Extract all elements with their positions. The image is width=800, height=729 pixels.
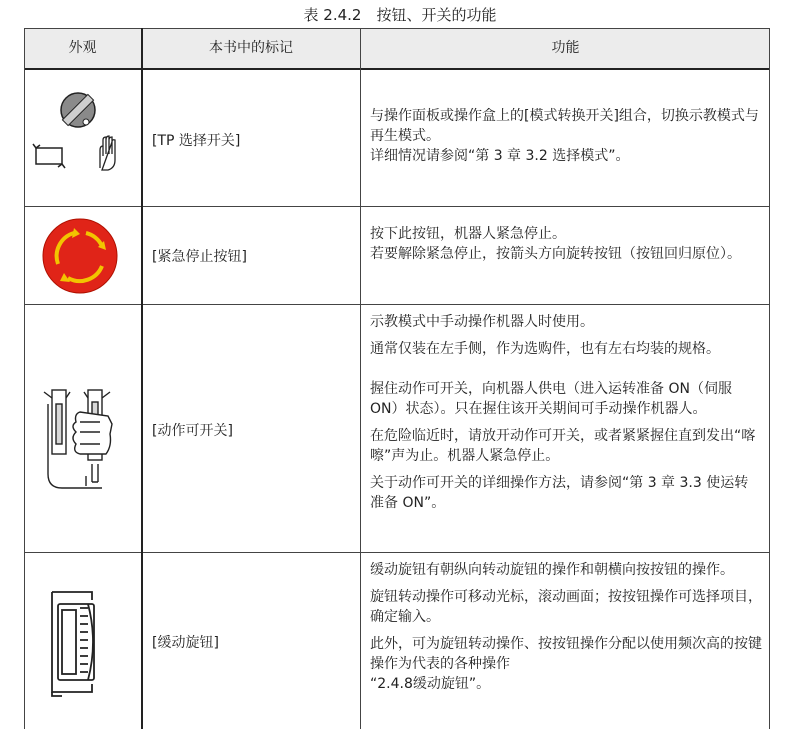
function-jog-dial	[370, 560, 762, 694]
table-left-border	[24, 28, 25, 729]
function-paragraph: 若要解除紧急停止，按箭头方向旋转按钮（按钮回归原位）。	[370, 246, 741, 262]
column-divider	[141, 28, 143, 729]
header-marking: 本书中的标记	[142, 28, 360, 68]
function-paragraph: 与操作面板或操作盒上的[模式转换开关]组合，切换示教模式与再生模式。	[370, 108, 759, 144]
column-divider	[360, 28, 361, 729]
function-paragraph: “2.4.8缓动旋钮”。	[370, 676, 491, 692]
function-paragraph: 旋钮转动操作可移动光标，滚动画面；按按钮操作可选择项目，确定输入。	[370, 589, 762, 625]
function-paragraph: 在危险临近时，请放开动作可开关，或者紧紧握住直到发出“喀嚓”声为止。机器人紧急停止。	[370, 428, 756, 464]
table-caption: 表 2.4.2 按钮、开关的功能	[303, 6, 497, 24]
marking-tp-selector: [TP 选择开关]	[152, 133, 241, 149]
table-right-border	[769, 28, 770, 729]
row-divider	[24, 552, 770, 553]
function-emergency-stop	[370, 224, 762, 264]
jog-dial-icon	[48, 588, 108, 702]
function-paragraph: 此外，可为旋钮转动操作、按按钮操作分配以使用频次高的按键操作为代表的各种操作	[370, 636, 762, 672]
function-tp-selector	[370, 106, 762, 166]
marking-enable-switch: [动作可开关]	[152, 423, 233, 439]
marking-jog-dial: [缓动旋钮]	[152, 635, 219, 651]
function-enable-switch	[370, 312, 762, 513]
function-paragraph: 通常仅装在左手侧，作为选购件，也有左右均装的规格。	[370, 341, 720, 357]
tp-selector-switch-icon	[28, 84, 128, 178]
table-top-border	[24, 28, 770, 29]
function-paragraph: 缓动旋钮有朝纵向转动旋钮的操作和朝横向按按钮的操作。	[370, 562, 734, 578]
row-divider	[24, 304, 770, 305]
emergency-stop-button-icon	[38, 216, 122, 300]
header-bottom-border	[24, 68, 770, 70]
marking-emergency-stop: [紧急停止按钮]	[152, 249, 247, 265]
function-table	[24, 28, 770, 729]
function-paragraph: 关于动作可开关的详细操作方法，请参阅“第 3 章 3.3 使运转准备 ON”。	[370, 475, 749, 511]
header-appearance: 外观	[24, 28, 141, 68]
function-paragraph: 按下此按钮，机器人紧急停止。	[370, 226, 566, 242]
enable-switch-icon	[40, 384, 130, 498]
function-paragraph: 示教模式中手动操作机器人时使用。	[370, 314, 594, 330]
function-paragraph: 详细情况请参阅“第 3 章 3.2 选择模式”。	[370, 148, 630, 164]
header-function: 功能	[361, 28, 770, 68]
row-divider	[24, 206, 770, 207]
function-paragraph: 握住动作可开关，向机器人供电（进入运转准备 ON（伺服 ON）状态）。只在握住该开关期间可手动操作机器人。	[370, 381, 732, 417]
